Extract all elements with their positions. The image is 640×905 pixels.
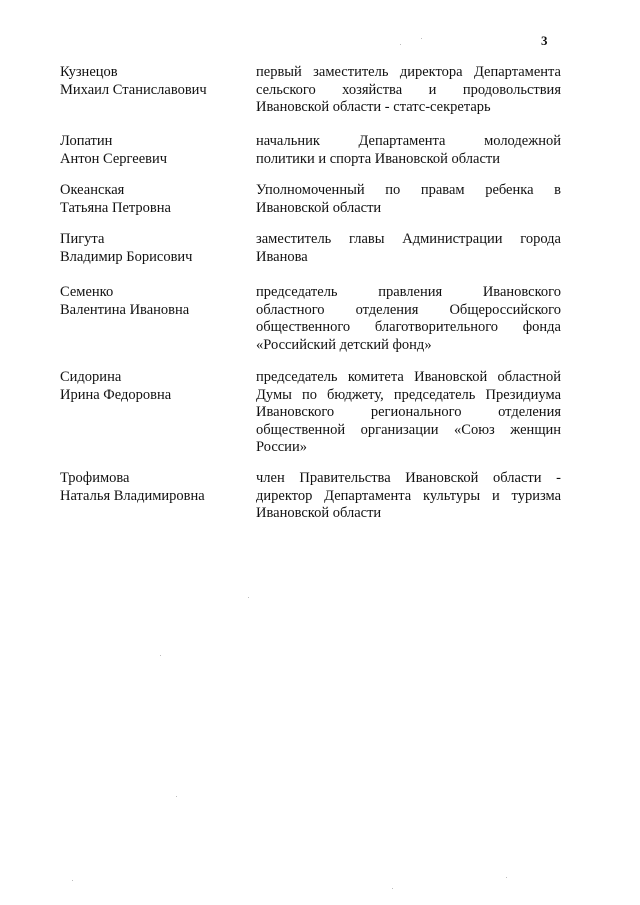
position-line: первый заместитель директора Департамента	[256, 64, 561, 80]
position-line: Ивановской области - статс-секретарь	[256, 99, 491, 116]
scan-speck	[506, 877, 507, 878]
position-line: политики и спорта Ивановской области	[256, 150, 500, 167]
position-line: Ивановской области	[256, 199, 382, 216]
member-position	[256, 284, 561, 354]
member-name	[60, 470, 245, 505]
member-surname: Океанская	[60, 182, 125, 198]
scan-speck	[160, 655, 161, 656]
position-line: Ивановского регионального отделения	[256, 404, 561, 421]
position-line: «Российский детский фонд»	[256, 336, 432, 353]
position-line: Думы по бюджету, председатель Президиума	[256, 386, 561, 403]
member-surname: Лопатин	[60, 133, 113, 149]
position-line: заместитель главы Администрации города	[256, 231, 561, 247]
member-name	[60, 369, 245, 404]
position-line: председатель правления Ивановского	[256, 284, 561, 300]
member-position	[256, 133, 561, 168]
member-surname: Кузнецов	[60, 64, 118, 80]
scan-speck	[176, 796, 177, 797]
position-line: Иванова	[256, 248, 308, 265]
member-given-names: Валентина Ивановна	[60, 301, 190, 318]
member-name	[60, 64, 245, 99]
member-name	[60, 231, 245, 266]
scan-speck	[248, 597, 249, 598]
position-line: областного отделения Общероссийского	[256, 301, 561, 318]
member-position	[256, 182, 561, 217]
member-given-names: Михаил Станиславович	[60, 81, 207, 98]
member-surname: Семенко	[60, 284, 114, 300]
position-line: России»	[256, 439, 307, 456]
scan-speck	[421, 38, 422, 39]
position-line: председатель комитета Ивановской областной	[256, 369, 561, 385]
member-given-names: Владимир Борисович	[60, 248, 193, 265]
member-name	[60, 284, 245, 319]
position-line: член Правительства Ивановской области -	[256, 470, 561, 486]
member-name	[60, 182, 245, 217]
position-line: директор Департамента культуры и туризма	[256, 487, 561, 504]
member-given-names: Наталья Владимировна	[60, 487, 205, 504]
scan-speck	[72, 880, 73, 881]
position-line: Ивановской области	[256, 505, 382, 522]
position-line: общественной организации «Союз женщин	[256, 421, 561, 438]
member-position	[256, 369, 561, 457]
position-line: сельского хозяйства и продовольствия	[256, 81, 561, 98]
member-position	[256, 64, 561, 117]
member-surname: Сидорина	[60, 369, 122, 385]
member-given-names: Антон Сергеевич	[60, 150, 168, 167]
member-name	[60, 133, 245, 168]
scan-speck	[400, 44, 401, 45]
member-given-names: Ирина Федоровна	[60, 386, 172, 403]
member-position	[256, 470, 561, 523]
member-surname: Пигута	[60, 231, 105, 247]
position-line: Уполномоченный по правам ребенка в	[256, 182, 561, 198]
member-position	[256, 231, 561, 266]
page-number: 3	[541, 33, 548, 48]
position-line: начальник Департамента молодежной	[256, 133, 561, 149]
scan-speck	[392, 888, 393, 889]
position-line: общественного благотворительного фонда	[256, 319, 561, 336]
member-surname: Трофимова	[60, 470, 130, 486]
member-given-names: Татьяна Петровна	[60, 199, 171, 216]
